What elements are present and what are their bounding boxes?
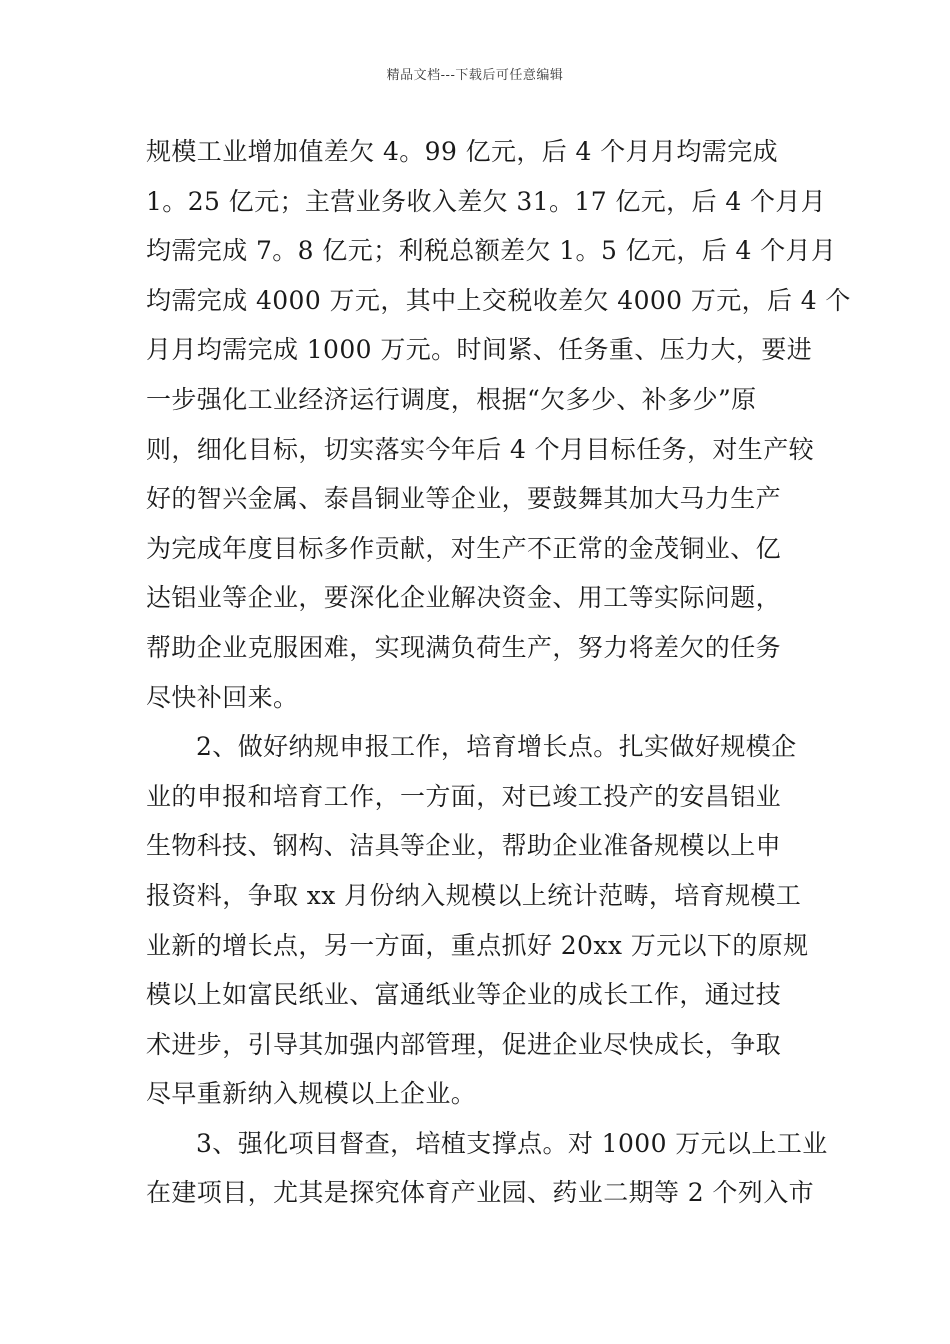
text-line: 月月均需完成 1000 万元。时间紧、任务重、压力大，要进 [146, 335, 813, 365]
text-line: 尽快补回来。 [146, 682, 299, 712]
text-line: 1。25 亿元；主营业务收入差欠 31。17 亿元，后 4 个月月 [146, 186, 827, 216]
text-line: 一步强化工业经济运行调度，根据“欠多少、补多少”原 [146, 384, 757, 414]
paragraph-3-first-line: 3、强化项目督查，培植支撑点。对 1000 万元以上工业 [196, 1128, 828, 1158]
text-line: 均需完成 7。8 亿元；利税总额差欠 1。5 亿元，后 4 个月月 [146, 236, 837, 266]
text-line: 业新的增长点，另一方面，重点抓好 20xx 万元以下的原规 [146, 930, 809, 960]
text-line: 尽早重新纳入规模以上企业。 [146, 1079, 477, 1109]
text-line: 则，细化目标，切实落实今年后 4 个月目标任务，对生产较 [146, 434, 815, 464]
text-line: 为完成年度目标多作贡献，对生产不正常的金茂铜业、亿 [146, 533, 782, 563]
text-line: 业的申报和培育工作，一方面，对已竣工投产的安昌铝业 [146, 781, 782, 811]
paragraph-2-first-line: 2、做好纳规申报工作，培育增长点。扎实做好规模企 [196, 732, 797, 762]
text-line: 好的智兴金属、泰昌铜业等企业，要鼓舞其加大马力生产 [146, 484, 782, 514]
text-line: 规模工业增加值差欠 4。99 亿元，后 4 个月月均需完成 [146, 137, 779, 166]
text-line: 帮助企业克服困难，实现满负荷生产，努力将差欠的任务 [146, 632, 782, 662]
page-header: 精品文档---下载后可任意编辑 [386, 68, 564, 83]
text-line: 术进步，引导其加强内部管理，促进企业尽快成长，争取 [146, 1029, 782, 1059]
text-line: 报资料，争取 xx 月份纳入规模以上统计范畴，培育规模工 [146, 880, 802, 910]
text-line: 模以上如富民纸业、富通纸业等企业的成长工作，通过技 [146, 980, 782, 1010]
text-line: 达铝业等企业，要深化企业解决资金、用工等实际问题， [146, 583, 782, 613]
text-line: 均需完成 4000 万元，其中上交税收差欠 4000 万元，后 4 个 [146, 285, 851, 315]
text-line: 在建项目，尤其是探究体育产业园、药业二期等 2 个列入市 [146, 1178, 815, 1208]
document-body [146, 127, 851, 1218]
text-line: 生物科技、钢构、洁具等企业，帮助企业准备规模以上申 [146, 831, 782, 861]
